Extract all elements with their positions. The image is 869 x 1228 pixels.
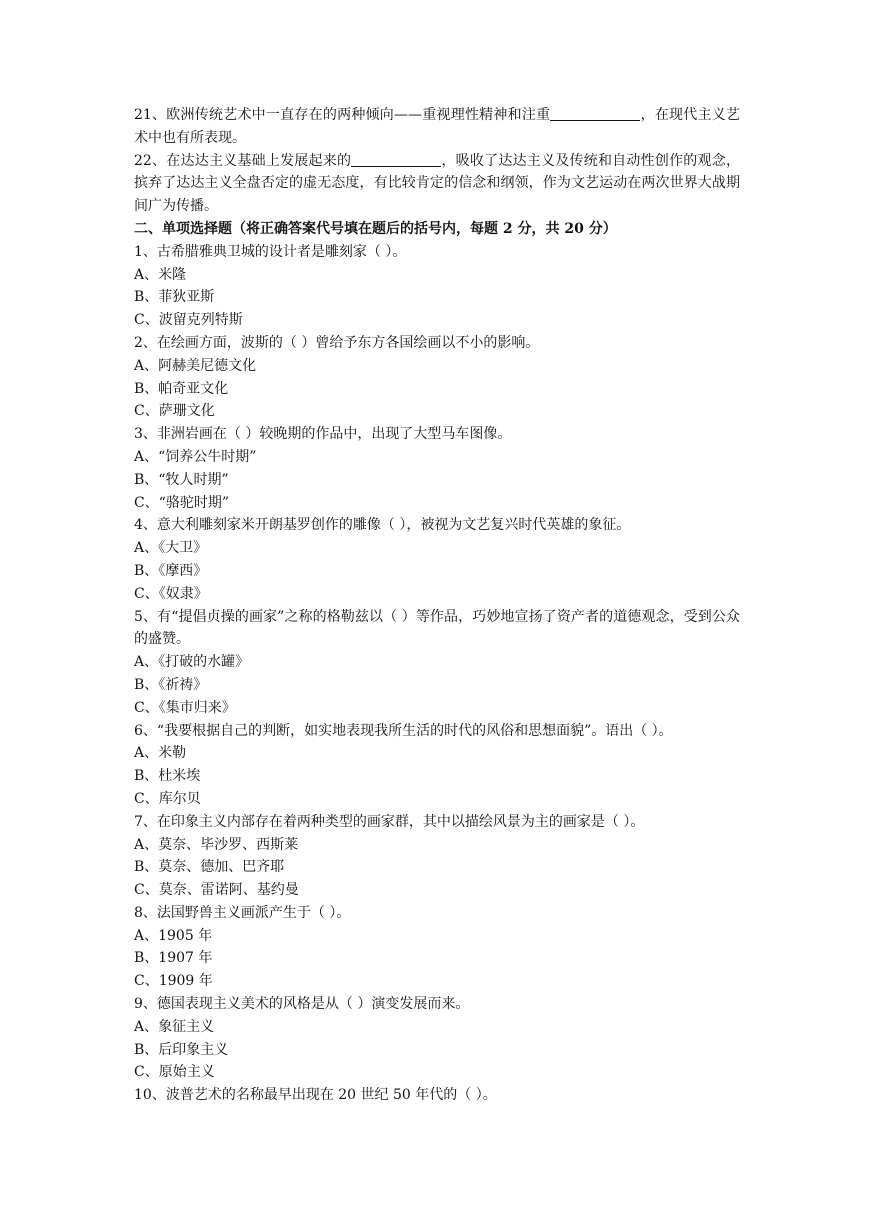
option-b: B、《摩西》	[134, 562, 208, 579]
option-b: B、《祈祷》	[134, 676, 208, 693]
mc-question-8	[134, 902, 740, 993]
mc-question-2	[134, 332, 740, 423]
mc-question-5	[134, 606, 740, 720]
option-c: C、库尔贝	[134, 790, 201, 807]
question-stem: 10、波普艺术的名称最早出现在 20 世纪 50 年代的（ ）。	[134, 1087, 497, 1104]
option-c: C、波留克列特斯	[134, 312, 243, 329]
question-21-text-before: 21、欧洲传统艺术中一直存在的两种倾向——重视理性精神和注重	[134, 107, 551, 123]
option-b: B、帕奇亚文化	[134, 380, 229, 397]
option-a: A、“饲养公牛时期”	[134, 448, 257, 465]
mc-question-6	[134, 720, 740, 811]
question-22	[134, 150, 740, 218]
option-a: A、米隆	[134, 266, 187, 283]
option-a: A、《打破的水罐》	[134, 654, 250, 671]
question-22-text-before: 22、在达达主义基础上发展起来的	[134, 152, 352, 169]
document-page	[134, 104, 740, 1107]
option-c: C、原始主义	[134, 1064, 215, 1081]
option-c: C、《奴隶》	[134, 585, 208, 602]
option-a: A、象征主义	[134, 1018, 215, 1035]
option-a: A、《大卫》	[134, 540, 208, 557]
question-22-text-after: ，吸收了达达主义及传统和自动性创作的观念，摈弃了达达主义全盘否定的虚无态度，有比较肯定的信念和纲领，作为文艺运动在两次世界大战期间广为传播。	[134, 152, 740, 215]
option-c: C、萨珊文化	[134, 403, 215, 420]
question-21-text-after: ，在现代主义艺术中也有所表现。	[134, 107, 740, 146]
question-stem: 5、有“提倡贞操的画家”之称的格勒兹以（ ）等作品，巧妙地宣扬了资产者的道德观念，受到公众的盛赞。	[134, 608, 740, 648]
question-stem: 7、在印象主义内部存在着两种类型的画家群，其中以描绘风景为主的画家是（ ）。	[134, 813, 645, 830]
option-c: C、“骆驼时期”	[134, 494, 230, 511]
mc-question-9	[134, 993, 740, 1084]
question-21-blank	[550, 105, 640, 121]
mc-question-1	[134, 241, 740, 332]
option-b: B、菲狄亚斯	[134, 289, 215, 306]
option-b: B、“牧人时期”	[134, 471, 229, 488]
option-c: C、莫奈、雷诺阿、基约曼	[134, 882, 299, 899]
option-a: A、阿赫美尼德文化	[134, 357, 257, 374]
option-c: C、1909 年	[134, 973, 213, 990]
question-stem: 9、德国表现主义美术的风格是从（ ）演变发展而来。	[134, 996, 470, 1013]
option-a: A、莫奈、毕沙罗、西斯莱	[134, 836, 299, 853]
option-b: B、1907 年	[134, 950, 213, 967]
question-stem: 2、在绘画方面，波斯的（ ）曾给予东方各国绘画以不小的影响。	[134, 334, 540, 351]
question-stem: 1、古希腊雅典卫城的设计者是雕刻家（ ）。	[134, 243, 407, 260]
question-stem: 6、“我要根据自己的判断，如实地表现我所生活的时代的风俗和思想面貌”。语出（ ）。	[134, 722, 673, 739]
question-stem: 3、非洲岩画在（ ）较晚期的作品中，出现了大型马车图像。	[134, 426, 512, 443]
mc-question-10	[134, 1084, 740, 1107]
mc-question-7	[134, 811, 740, 902]
option-c: C、《集市归来》	[134, 699, 236, 716]
option-a: A、1905 年	[134, 927, 213, 944]
question-22-blank	[351, 151, 441, 167]
section-2-heading: 二、单项选择题（将正确答案代号填在题后的括号内，每题 2 分，共 20 分）	[134, 220, 617, 237]
option-b: B、莫奈、德加、巴齐耶	[134, 859, 285, 876]
option-a: A、米勒	[134, 745, 187, 762]
question-stem: 4、意大利雕刻家米开朗基罗创作的雕像（ ），被视为文艺复兴时代英雄的象征。	[134, 517, 631, 534]
option-b: B、后印象主义	[134, 1041, 229, 1058]
mc-question-4	[134, 514, 740, 605]
mc-question-3	[134, 423, 740, 514]
question-stem: 8、法国野兽主义画派产生于（ ）。	[134, 904, 351, 921]
option-b: B、杜米埃	[134, 768, 201, 785]
question-21	[134, 104, 740, 150]
